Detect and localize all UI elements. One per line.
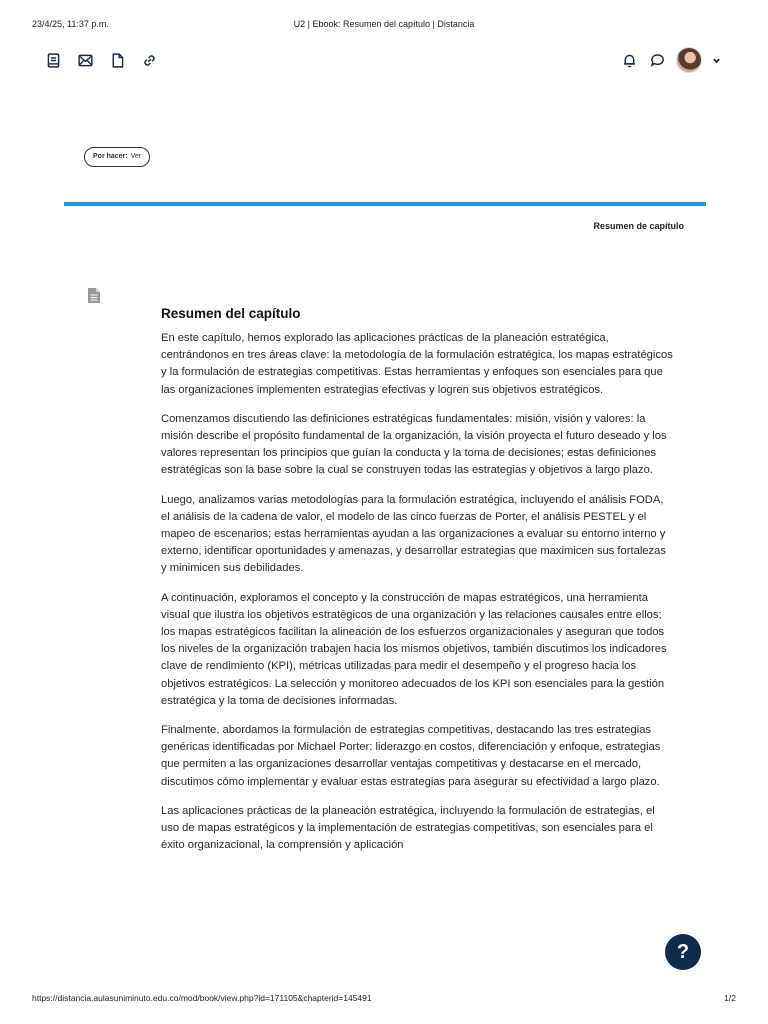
section-divider xyxy=(64,202,706,206)
document-icon xyxy=(87,287,101,304)
chapter-content xyxy=(161,306,673,866)
print-header xyxy=(32,19,736,33)
paragraph: Las aplicaciones prácticas de la planeación estratégica, incluyendo la formulación de estrategias, el uso de mapas estratégicos y la implementación de estrategias competitivas, son esenciales para el éxito organizacional, la comprensión y aplicación xyxy=(161,804,655,852)
paragraph: Comenzamos discutiendo las definiciones estratégicas fundamentales: misión, visión y valores: la misión describe el propósito fundamental de la organización, la visión proyecta el futuro deseado y los valores representan los principios que guían la conducta y la toma de decisiones; estas definiciones estratégicas son la base sobre la cual se construyen todas las estrategias y objetivos a largo plazo. xyxy=(161,412,667,477)
chevron-down-icon[interactable] xyxy=(712,55,722,65)
chapter-title: Resumen del capítulo xyxy=(161,306,301,321)
print-url: https://distancia.aulasuniminuto.edu.co/mod/book/view.php?id=171105&chapterid=145491 xyxy=(32,993,372,1003)
print-page-title: U2 | Ebook: Resumen del capítulo | Distancia xyxy=(293,19,475,29)
link-icon[interactable] xyxy=(140,50,158,70)
chat-icon[interactable] xyxy=(648,50,666,70)
todo-badge[interactable] xyxy=(84,147,150,167)
paragraph: En este capítulo, hemos explorado las aplicaciones prácticas de la planeación estratégica, centrándonos en tres áreas clave: la metodología de la formulación estratégica, los mapas estratégicos y la formulación de estrategias competitivas. Estas herramientas y enfoques son esenciales para que las organizaciones implementen estrategias efectivas y logren sus objetivos estratégicos. xyxy=(161,332,673,396)
section-label: Resumen de capítulo xyxy=(593,221,684,231)
file-icon[interactable] xyxy=(108,50,126,70)
print-footer xyxy=(32,993,736,1007)
paragraph: A continuación, exploramos el concepto y la construcción de mapas estratégicos, una herramienta visual que ilustra los objetivos estratégicos de una organización y las relaciones causales entre ellos; los mapas estratégicos facilitan la alineación de los esfuerzos organizacionales y aseguran que todos los niveles de la organización trabajen hacia los mismos objetivos, también discutimos los indicadores clave de rendimiento (KPI), métricas utilizadas para medir el desempeño y el progreso hacia los objetivos estratégicos. La selección y monitoreo adecuados de los KPI son esenciales para la gestión estratégica y la toma de decisiones informadas. xyxy=(161,591,667,707)
todo-value: Ver xyxy=(130,153,142,160)
print-date: 23/4/25, 11:37 p.m. xyxy=(32,19,109,29)
toolbar-right xyxy=(620,47,722,73)
paragraph: Finalmente, abordamos la formulación de estrategias competitivas, destacando las tres estrategias genéricas identificadas por Michael Porter: liderazgo en costos, diferenciación y enfoque, estrategias que permiten a las organizaciones desarrollar ventajas competitivas y destacarse en el mercado, discutimos cómo implementar y evaluar estas estrategias para asegurar su efectividad a largo plazo. xyxy=(161,724,661,788)
book-icon[interactable] xyxy=(44,50,62,70)
paragraph: Luego, analizamos varias metodologías para la formulación estratégica, incluyendo el análisis FODA, el análisis de la cadena de valor, el modelo de las cinco fuerzas de Porter, el análisis PESTEL y el mapeo de escenarios; estas herramientas ayudan a las organizaciones a evaluar su entorno interno y externo, identificar oportunidades y amenazas, y desarrollar estrategias que maximicen sus fortalezas y minimicen sus debilidades. xyxy=(161,493,666,575)
avatar[interactable] xyxy=(676,47,702,73)
toolbar-left xyxy=(44,50,158,70)
bell-icon[interactable] xyxy=(620,50,638,70)
todo-label: Por hacer: xyxy=(93,153,128,160)
mail-icon[interactable] xyxy=(76,50,94,70)
help-button[interactable]: ? xyxy=(665,934,701,970)
page-number: 1/2 xyxy=(724,993,736,1003)
